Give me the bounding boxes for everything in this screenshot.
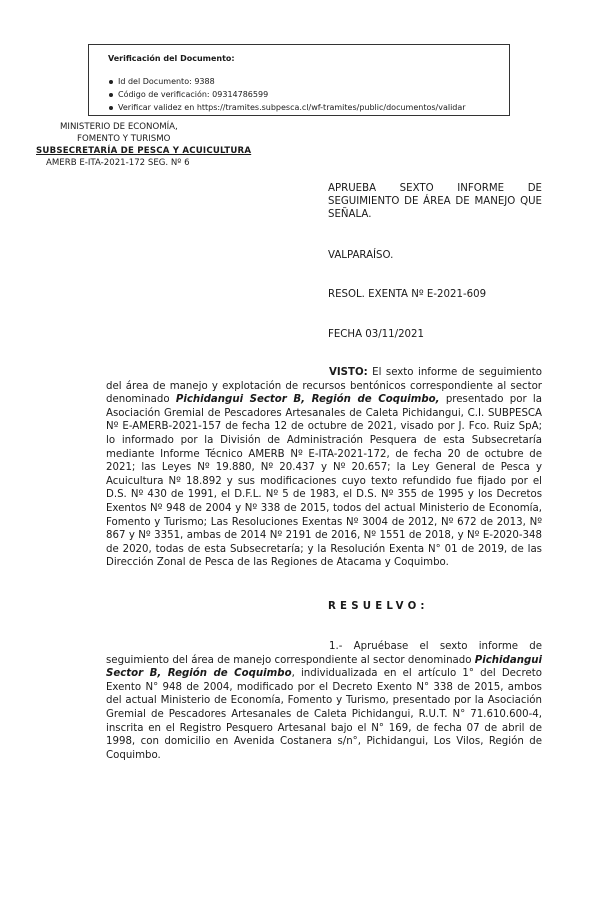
article-1-text-2: , individualizada en el artículo 1° del Decreto Exento N° 948 de 2004, modificado por el Decreto Exento N° 338 de 2015, ambos del actual Ministerio de Economía, Fomento y Turismo, presentado por la Asociación Gremial de Pescadores Artesanales de Caleta Pichidangui, R.U.T. N° 71.610.600-4, inscrita en el Registro Pesquero Artesanal bajo el N° 169, de fecha 07 de abril de 1998, con domicilio en Avenida Costanera s/n°, Pichidangui, Los Vilos, Región de Coquimbo. [106, 668, 542, 761]
resolution-subject: APRUEBA SEXTO INFORME DE SEGUIMIENTO DE ÁREA DE MANEJO QUE SEÑALA. [328, 183, 542, 221]
visto-text-1: El sexto informe de seguimiento del área de manejo y explotación de recursos bentónicos correspondiente al sector denominado [106, 367, 542, 406]
verification-list [108, 75, 509, 114]
verification-title: Verificación del Documento: [108, 54, 235, 63]
article-1-text-1: 1.- Apruébase el sexto informe de seguimiento del área de manejo correspondiente al sector denominado [106, 641, 542, 666]
resuelvo-heading: RESUELVO: [328, 601, 429, 612]
visto-text-2: presentado por la Asociación Gremial de Pescadores Artesanales de Caleta Pichidangui, C.I. SUBPESCA Nº E-AMERB-2021-157 de fecha 12 de octubre de 2021, visado por J. Fco. Ruiz SpA; lo informado por la División de Administración Pesquera de esta Subsecretaría mediante Informe Técnico AMERB Nº E-ITA-2021-172, de fecha 20 de octubre de 2021; las Leyes Nº 19.880, Nº 20.437 y Nº 20.657; la Ley General de Pesca y Acuicultura Nº 18.892 y sus modificaciones cuyo texto refundido fue fijado por el D.S. Nº 430 de 1991, el D.F.L. Nº 5 de 1983, el D.S. Nº 355 de 1995 y los Decretos Exentos Nº 948 de 2004 y Nº 338 de 2015, todos del actual Ministerio de Economía, Fomento y Turismo; Las Resoluciones Exentas Nº 3004 de 2012, Nº 672 de 2013, Nº 867 y Nº 3351, ambas de 2014 Nº 2191 de 2016, Nº 1551 de 2018, y Nº E-2020-348 de 2020, todas de esta Subsecretaría; y la Resolución Exenta N° 01 de 2019, de las Dirección Zonal de Pesca de las Regiones de Atacama y Coquimbo. [106, 394, 542, 569]
document-reference: AMERB E-ITA-2021-172 SEG. Nº 6 [46, 158, 190, 168]
place: VALPARAÍSO. [328, 250, 394, 261]
visto-paragraph [106, 366, 542, 570]
subsecretaria-title: SUBSECRETARÍA DE PESCA Y ACUICULTURA [36, 146, 252, 156]
sector-name: Pichidangui Sector B, Región de Coquimbo, [175, 394, 440, 406]
article-1-sector-name: Pichidangui Sector B, Región de Coquimbo [106, 654, 542, 680]
ministry-line-1: MINISTERIO DE ECONOMÍA, [60, 122, 178, 132]
resolution-date: FECHA 03/11/2021 [328, 329, 424, 340]
verification-url[interactable]: Verificar validez en https://tramites.subpesca.cl/wf-tramites/public/documentos/validar [108, 101, 509, 114]
ministry-line-2: FOMENTO Y TURISMO [77, 134, 171, 144]
article-1-paragraph [106, 640, 542, 762]
resolution-number: RESOL. EXENTA Nº E-2021-609 [328, 289, 487, 300]
visto-label: VISTO: [329, 367, 368, 378]
verification-code: Código de verificación: 09314786599 [108, 88, 509, 101]
verification-box [88, 44, 510, 116]
document-id: Id del Documento: 9388 [108, 75, 509, 88]
